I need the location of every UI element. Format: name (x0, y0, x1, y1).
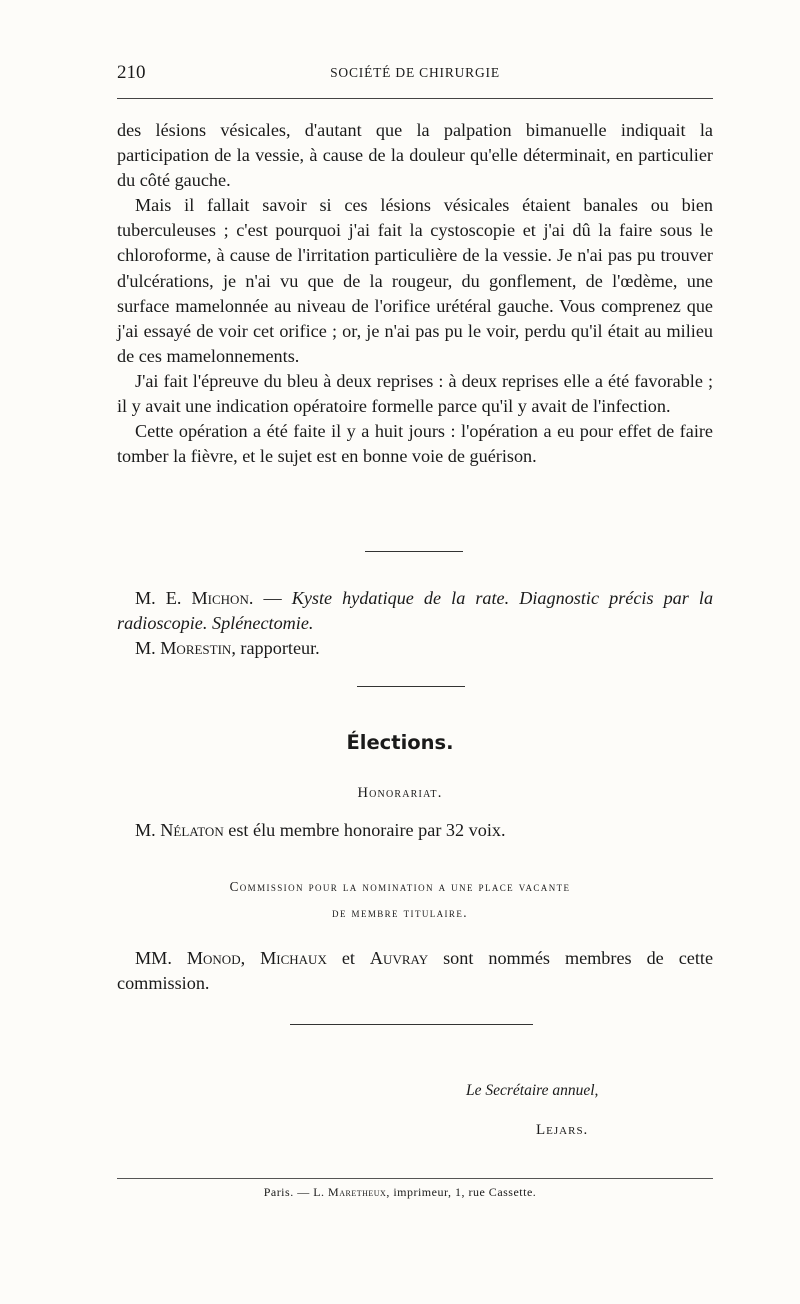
imprint-address: , imprimeur, 1, rue Cassette. (386, 1185, 537, 1199)
author-prefix: M. E. (135, 588, 182, 608)
member-name-3: Auvray (369, 948, 429, 968)
paragraph-1: des lésions vésicales, d'autant que la palpation bimanuelle indiquait la participation de la vessie, à cause de la douleur qu'elle déterminait, en particulier du côté gauche. (117, 120, 713, 191)
author-name: Michon. (191, 588, 254, 608)
section-separator-2 (357, 686, 465, 687)
footer-rule (117, 1178, 713, 1179)
elections-title: Élections. (346, 731, 454, 754)
honorariat-text: est élu membre honoraire par 32 voix. (228, 820, 506, 840)
commission-result (117, 946, 713, 996)
honorariat-result (117, 818, 713, 843)
section-separator-3 (290, 1024, 533, 1025)
printer-imprint (0, 1185, 800, 1200)
name-separator-1: , (240, 948, 246, 968)
honorariat-name: Nélaton (160, 820, 224, 840)
commission-prefix: MM. (135, 948, 172, 968)
paragraph-3: J'ai fait l'épreuve du bleu à deux reprises : à deux reprises elle a été favorable ; il y avait une indication opératoire formelle parce qu'il y avait de l'infection. (117, 370, 713, 417)
member-name-2: Michaux (260, 948, 327, 968)
paragraph-2: Mais il fallait savoir si ces lésions vésicales étaient banales ou bien tuberculeuses ; c'est pourquoi j'ai fait la cystoscopie et j'ai dû la faire sous le chloroforme, à cause de l'irritation particulière de la vessie. Je n'ai pas pu trouver d'ulcérations, je n'ai vu que de la rougeur, du gonflement, de l'œdème, une surface mamelonnée au niveau de l'orifice urétéral gauche. Vous comprenez que j'ai essayé de voir cet orifice ; or, je n'ai pas pu le voir, perdu qu'il était au milieu de ces mamelonnements. (117, 195, 713, 366)
header-rule (117, 98, 713, 99)
commission-text: sont nommés membres de cette commission. (117, 948, 714, 994)
signature-role: Le Secrétaire annuel, (466, 1082, 599, 1099)
reporter-name: Morestin, (160, 638, 236, 659)
member-name-1: Monod (186, 948, 241, 968)
signature-name: Lejars. (536, 1122, 589, 1138)
page-number: 210 (117, 62, 146, 83)
communication-entry (117, 586, 713, 661)
honorariat-heading: Honorariat. (357, 785, 443, 801)
imprint-city: Paris. — L. (263, 1185, 325, 1199)
commission-heading-line-2: de membre titulaire. (332, 905, 468, 920)
reporter-prefix: M. (135, 638, 156, 659)
running-title: SOCIÉTÉ DE CHIRURGIE (330, 65, 500, 80)
reporter-role: rapporteur. (240, 638, 320, 659)
imprint-printer: Maretheux (328, 1185, 387, 1199)
communication-title: Kyste hydatique de la rate. Diagnostic précis par la radioscopie. Splénectomie. (117, 588, 714, 634)
running-head (117, 62, 713, 84)
commission-heading-line-1: Commission pour la nomination a une place vacante (229, 879, 571, 894)
honorariat-prefix: M. (135, 820, 156, 840)
paragraph-4: Cette opération a été faite il y a huit jours : l'opération a eu pour effet de faire tomber la fièvre, et le sujet est en bonne voie de guérison. (117, 421, 713, 467)
communication-title-line (117, 586, 713, 636)
body-text (117, 118, 713, 469)
title-dash: — (263, 588, 282, 608)
section-separator-1 (365, 551, 463, 552)
reporter-line (117, 636, 713, 661)
name-separator-2: et (341, 948, 355, 968)
